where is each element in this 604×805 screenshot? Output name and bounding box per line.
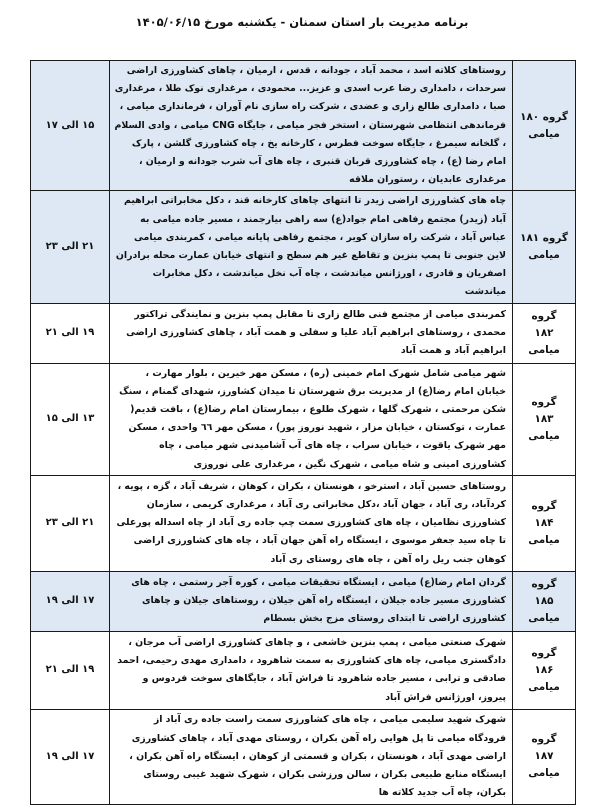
group-cell bbox=[513, 631, 576, 709]
group-cell bbox=[513, 303, 576, 363]
area-description: روستاهای حسین آباد ، استرخو ، هونستان ، بکران ، کوهان ، شریف آباد ، گزه ، پویه ، کردآباد، ری آباد ، جهان آباد ،دکل مخابراتی ری آباد ، مرغداری کریمی ، سازمان کشاورزی نظامیان ، چاه های کشاورزی سمت چپ جاده ری آباد از چاه اسداله پورعلی تا چاه سید جعفر موسوی ، ایستگاه راه آهن جهان آباد ، چاه های کشاورزی اراضی کوهان جنب ریل راه آهن ، چاه های روستای ری آباد bbox=[110, 475, 513, 571]
group-label: گروه bbox=[531, 733, 557, 746]
area-description: چاه های کشاورزی اراضی زیدر تا انتهای چاهای کارخانه قند ، دکل مخابراتی ابراهیم آباد (زیدر) مجتمع رفاهی امام جواد(ع) سه راهی بیارجمند ، مسیر جاده میامی به عباس آباد ، شرکت راه سازان کویر ، مجتمع رفاهی پایانه میامی ، کمربندی میامی لاین جنوبی تا پمپ بنزین و تقاطع غیر هم سطح و انتهای خیابان عمارت محله برادران اصفریان و قادری ، اورژانس میاندشت ، چاه آب نخل میاندشت ، دکل مخابرات میاندشت bbox=[110, 191, 513, 303]
group-number: ۱۸۴ bbox=[534, 516, 554, 529]
time-range: ۱۹ الی ۲۱ bbox=[31, 631, 110, 709]
time-range: ۲۱ الی ۲۳ bbox=[31, 475, 110, 571]
group-number: ۱۸۳ bbox=[534, 412, 554, 425]
group-number: ۱۸۲ bbox=[534, 326, 554, 339]
table-row bbox=[31, 709, 576, 804]
table-row bbox=[31, 303, 576, 363]
group-label: گروه bbox=[531, 395, 557, 408]
group-city: میامی bbox=[528, 611, 560, 624]
group-cell bbox=[513, 475, 576, 571]
group-city: میامی bbox=[528, 767, 560, 780]
table-row bbox=[31, 631, 576, 709]
area-description: روستاهای کلاته اسد ، محمد آباد ، جودانه ، قدس ، ارمیان ، چاهای کشاورزی اراضی سرحدات ، دامداری رضا عرب اسدی و عزیز... محمودی ، مرغداری نوک طلا ، مرغداری صبا ، دامداری طالع زاری و عضدی ، شرکت راه سازی نام آوران ، فرمانداری میامی ، فرماندهی انتظامی شهرستان ، استخر فجر میامی ، جایگاه CNG میامی ، وادی السلام ، گلخانه سیمرغ ، جایگاه سوخت فطرس ، کارخانه یخ ، چاه کشاورزی گلشن ، پارک امام رضا (ع) ، چاه کشاورزی قربان قنبری ، چاه های آب شرب جودانه و ارمیان ، مرغداری عابدیان ، رستوران ملاقه bbox=[110, 61, 513, 191]
group-label: گروه bbox=[531, 577, 557, 590]
group-label: گروه ۱۸۱ bbox=[520, 232, 568, 245]
group-cell bbox=[513, 363, 576, 475]
area-description: شهرک شهید سلیمی میامی ، چاه های کشاورزی سمت راست جاده ری آباد از فرودگاه میامی تا پل هوایی راه آهن بکران ، روستای مهدی آباد ، چاهای کشاورزی اراضی مهدی آباد ، هونستان ، بکران و قسمتی از کوهان ، ایستگاه راه آهن بکران ، ایستگاه منابع طبیعی بکران ، سالن ورزشی بکران ، شهرک شهید غیبی روستای بکران، چاه آب جدید کلاته ها bbox=[110, 709, 513, 804]
group-city: میامی bbox=[528, 429, 560, 442]
table-row bbox=[31, 571, 576, 631]
time-range: ۲۱ الی ۲۳ bbox=[31, 191, 110, 303]
group-cell bbox=[513, 191, 576, 303]
area-description: کمربندی میامی از مجتمع فنی طالع زاری تا مقابل پمپ بنزین و نمایندگی تراکتور محمدی ، روستاهای ابراهیم آباد علیا و سفلی و همت آباد ، چاهای کشاورزی اراضی ابراهیم آباد و همت آباد bbox=[110, 303, 513, 363]
group-number: ۱۸۶ bbox=[534, 663, 554, 676]
group-cell bbox=[513, 571, 576, 631]
group-label: گروه bbox=[531, 309, 557, 322]
table-row bbox=[31, 191, 576, 303]
table-row bbox=[31, 363, 576, 475]
table-row bbox=[31, 475, 576, 571]
time-range: ۱۷ الی ۱۹ bbox=[31, 571, 110, 631]
page-title: برنامه مدیریت بار استان سمنان - یکشنبه مورخ ۱۴۰۵/۰۶/۱۵ bbox=[135, 15, 469, 29]
area-description: شهرک صنعتی میامی ، پمپ بنزین خاشعی ، و چاهای کشاورزی اراضی آب مرجان ، دادگستری میامی، چاه های کشاورزی به سمت شاهرود ، دامداری مهدی رحیمی، احمد صادقی و ترابی ، مسیر جاده شاهرود تا فراش آباد ، جایگاهای سوخت فردوس و پیروز، اورژانس فراش آباد bbox=[110, 631, 513, 709]
time-range: ۱۳ الی ۱۵ bbox=[31, 363, 110, 475]
time-range: ۱۷ الی ۱۹ bbox=[31, 709, 110, 804]
area-description: گردان امام رضا(ع) میامی ، ایستگاه تحقیقات میامی ، کوره آجر رستمی ، چاه های کشاورزی مسیر جاده جیلان ، ایستگاه راه آهن جیلان ، روستاهای جیلان و چاهای کشاورزی اراضی تا ابتدای روستای مزج بخش بسطام bbox=[110, 571, 513, 631]
group-number: ۱۸۵ bbox=[534, 594, 554, 607]
group-city: میامی bbox=[528, 680, 560, 693]
group-label: گروه ۱۸۰ bbox=[520, 110, 568, 123]
schedule-table bbox=[30, 60, 576, 805]
group-city: میامی bbox=[528, 127, 560, 140]
area-description: شهر میامی شامل شهرک امام خمینی (ره) ، مسکن مهر خیرین ، بلوار مهارت ، خیابان امام رضا(ع) از مدیریت برق شهرستان تا میدان کشاورز، شهدای گمنام ، سنگ شکن مرحمتی ، شهرک گلها ، شهرک طلوع ، بیمارستان امام رضا(ع) ، بافت قدیم( عمارت ، توکستان ، خیابان مزار ، شهید نوروز پور) ، مسکن مهر ٦٦ واحدی ، مسکن مهر شهرک یاقوت ، خیابان سراب ، چاه های آب آشامیدنی شهر میامی ، چاه کشاورزی امینی و شاه میامی ، شهرک نگین ، مرغداری علی نوروزی bbox=[110, 363, 513, 475]
group-city: میامی bbox=[528, 343, 560, 356]
group-label: گروه bbox=[531, 646, 557, 659]
group-city: میامی bbox=[528, 533, 560, 546]
time-range: ۱۹ الی ۲۱ bbox=[31, 303, 110, 363]
group-number: ۱۸۷ bbox=[534, 750, 554, 763]
group-label: گروه bbox=[531, 499, 557, 512]
table-row bbox=[31, 61, 576, 191]
group-cell bbox=[513, 709, 576, 804]
group-city: میامی bbox=[528, 249, 560, 262]
group-cell bbox=[513, 61, 576, 191]
time-range: ۱۵ الی ۱۷ bbox=[31, 61, 110, 191]
